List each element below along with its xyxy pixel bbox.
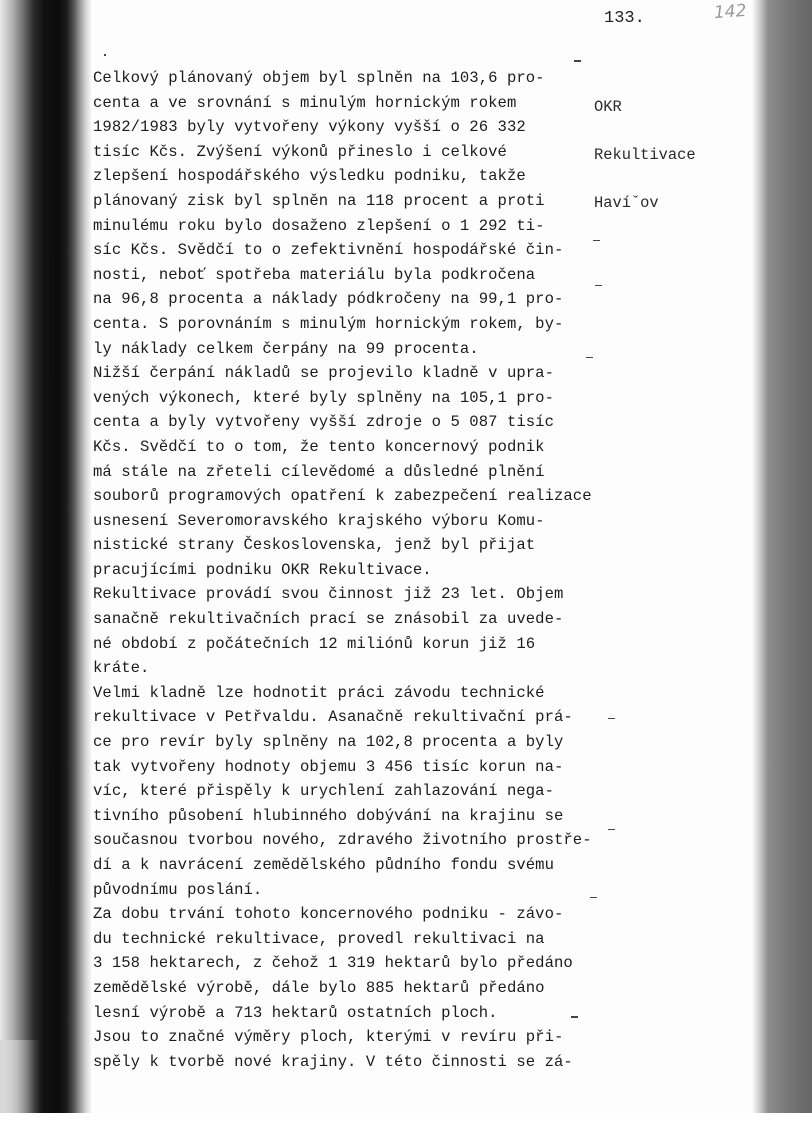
scan-mark — [593, 240, 600, 241]
text-line: usnesení Severomoravského krajského výboru Komu- — [93, 511, 545, 530]
text-line: nistické strany Československa, jenž byl přijat — [93, 536, 536, 555]
text-line: 1982/1983 byly vytvořeny výkony vyšší o 26 332 — [93, 118, 526, 137]
text-line: Kčs. Svědčí to o tom, že tento koncernový podnik — [93, 437, 545, 456]
text-line: sanačně rekultivačních prací se znásobil za uvede- — [93, 610, 564, 629]
scan-mark — [590, 897, 597, 898]
body-text — [93, 66, 653, 1074]
left-scan-shadow — [0, 0, 92, 1133]
text-line: dí a k navrácení zemědělského půdního fondu svému — [93, 856, 554, 874]
text-line: 3 158 hektarech, z čehož 1 319 hektarů bylo předáno — [93, 954, 573, 973]
right-scan-shadow — [752, 0, 812, 1113]
text-line: na 96,8 procenta a náklady pódkročeny na 99,1 pro- — [93, 290, 564, 309]
scan-mark — [574, 60, 581, 62]
margin-note-line: Rekultivace — [594, 146, 696, 164]
text-line: souborů programových opatření k zabezpečení realizace — [93, 487, 592, 506]
scan-mark — [571, 1016, 578, 1018]
text-line: centa a byly vytvořeny vyšší zdroje o 5 087 tisíc — [93, 413, 554, 432]
text-line: centa a ve srovnání s minulým hornickým rokem — [93, 93, 517, 112]
page-number: 133. — [604, 9, 645, 28]
text-line: pracujícími podniku OKR Rekultivace. — [93, 560, 432, 579]
text-line: současnou tvorbou nového, zdravého životního prostře- — [93, 831, 592, 850]
text-line: Velmi kladně lze hodnotit práci závodu technické — [93, 683, 545, 702]
text-line: kráte. — [93, 659, 150, 678]
text-line: zlepšení hospodářského výsledku podniku, takže — [93, 167, 526, 186]
text-line: síc Kčs. Svědčí to o zefektivnění hospodářské čin- — [93, 241, 564, 260]
margin-note-line: Havíˇov — [594, 194, 659, 212]
text-line: víc, které přispěly k urychlení zahlazování nega- — [93, 782, 554, 801]
text-line: spěly k tvorbě nové krajiny. V této činnosti se zá- — [93, 1052, 573, 1071]
text-line: tak vytvořeny hodnoty objemu 3 456 tisíc korun na- — [93, 757, 564, 776]
text-line: lesní výrobě a 713 hektarů ostatních ploch. — [93, 1003, 498, 1022]
text-line: Nižší čerpání nákladů se projevilo kladně v upra- — [93, 364, 554, 383]
text-line: plánovaný zisk byl splněn na 118 procent a proti — [93, 191, 545, 210]
text-line: má stále na zřeteli cílevědomé a důsledné plnění — [93, 462, 545, 481]
text-line: Rekultivace provádí svou činnost již 23 let. Objem — [93, 585, 564, 604]
handwritten-page-number: 142 — [713, 0, 748, 24]
scan-mark — [608, 829, 615, 830]
text-line: tisíc Kčs. Zvýšení výkonů přineslo i celkové — [93, 142, 507, 161]
text-line: né období z počátečních 12 miliónů korun již 16 — [93, 634, 536, 653]
text-line: Celkový plánovaný objem byl splněn na 103,6 pro- — [93, 69, 545, 87]
scan-mark — [595, 285, 602, 286]
text-line: centa. S porovnáním s minulým hornickým rokem, by- — [93, 314, 564, 333]
text-line: minulému roku bylo dosaženo zlepšení o 1 292 ti- — [93, 216, 545, 235]
text-line: původnímu poslání. — [93, 880, 263, 899]
text-line: rekultivace v Petřvaldu. Asanačně rekultivační prá- — [93, 708, 573, 727]
text-line: Jsou to značné výměry ploch, kterými v revíru při- — [93, 1028, 564, 1047]
text-line: du technické rekultivace, provedl rekultivaci na — [93, 929, 545, 948]
text-line: vených výkonech, které byly splněny na 105,1 pro- — [93, 388, 554, 407]
bottom-page-edge — [0, 1113, 812, 1133]
text-line: Za dobu trvání tohoto koncernového podniku - závo- — [93, 905, 564, 924]
text-line: ce pro revír byly splněny na 102,8 procenta a byly — [93, 733, 564, 752]
text-line: ly náklady celkem čerpány na 99 procenta. — [93, 339, 479, 358]
text-line: zemědělské výrobě, dále bylo 885 hektarů předáno — [93, 978, 545, 997]
text-line: tivního působení hlubinného dobývání na krajinu se — [93, 806, 564, 825]
margin-note-line: OKR — [594, 98, 622, 116]
scan-mark — [608, 718, 615, 719]
text-line: nosti, neboť spotřeba materiálu byla podkročena — [93, 265, 536, 284]
scan-mark — [586, 357, 593, 358]
scan-mark — [104, 54, 106, 56]
